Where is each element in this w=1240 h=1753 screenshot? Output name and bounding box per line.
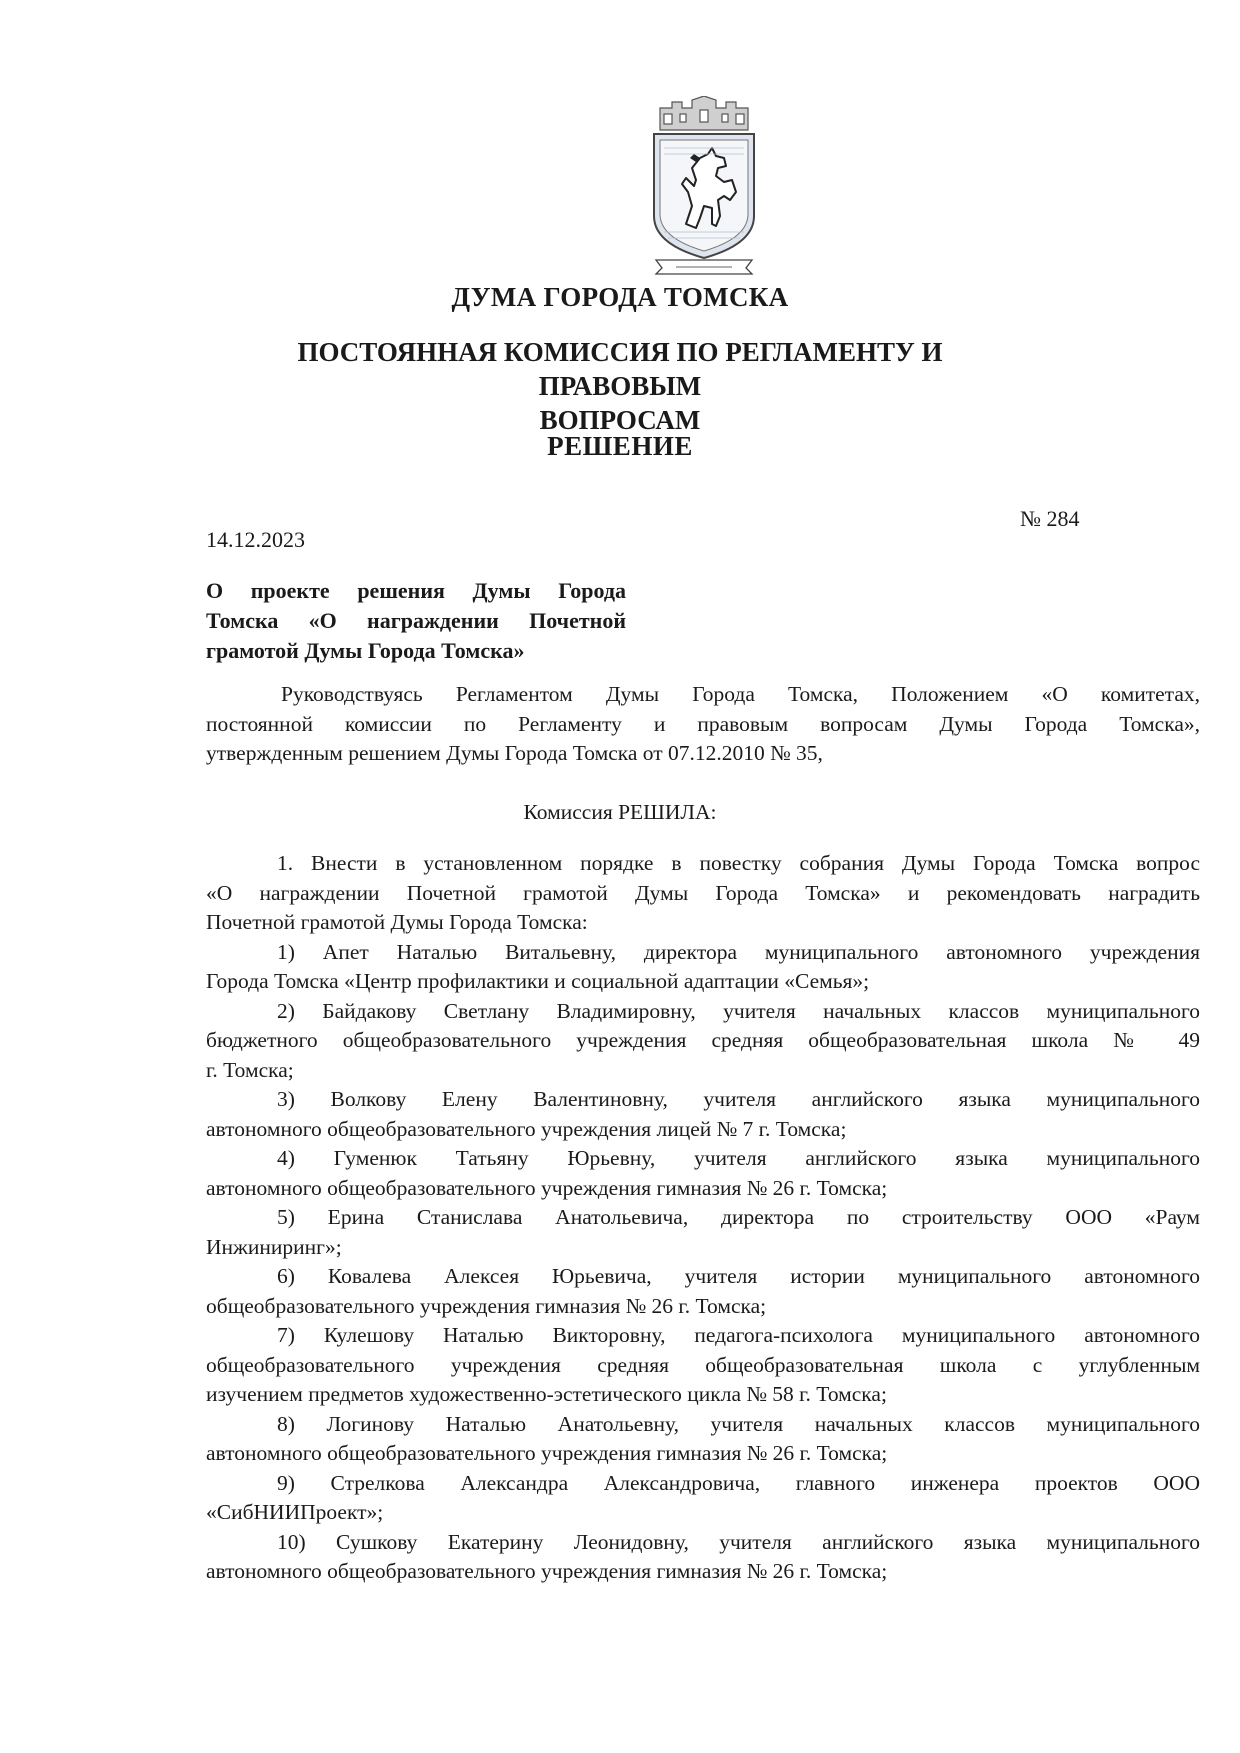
text-line: автономного общеобразовательного учреждения гимназия № 26 г. Томска;: [206, 1441, 888, 1465]
tomsk-coat-of-arms-icon: [646, 96, 762, 276]
text-line: автономного общеобразовательного учреждения гимназия № 26 г. Томска;: [206, 1175, 888, 1200]
text-line: 10) Сушкову Екатерину Леонидовну, учителя английского языка муниципального: [277, 1529, 1200, 1554]
text-line: автономного общеобразовательного учреждения гимназия № 26 г. Томска;: [206, 1559, 888, 1583]
preamble: [206, 680, 1200, 769]
subject-line: Томска «О награждении Почетной: [206, 608, 626, 633]
commission-title: [230, 335, 1010, 437]
text-line: «СибНИИПроект»;: [206, 1500, 384, 1524]
text-line: 2) Байдакову Светлану Владимировну, учителя начальных классов муниципального: [277, 998, 1200, 1023]
subject-line: грамотой Думы Города Томска»: [206, 638, 525, 663]
document-number: № 284: [1020, 506, 1080, 531]
list-item: [206, 1528, 1200, 1587]
text-line: г. Томска;: [206, 1057, 294, 1082]
text-line: общеобразовательного учреждения гимназия № 26 г. Томска;: [206, 1293, 767, 1318]
list-item: [206, 1203, 1200, 1262]
document-subject: [206, 576, 626, 666]
text-line: Почетной грамотой Думы Города Томска:: [206, 910, 588, 934]
list-item: [206, 1410, 1200, 1469]
text-line: утвержденным решением Думы Города Томска от 07.12.2010 № 35,: [206, 741, 823, 765]
list-item: [206, 1321, 1200, 1410]
text-line: «О награждении Почетной грамотой Думы Города Томска» и рекомендовать наградить: [206, 880, 1200, 905]
organization-title: ДУМА ГОРОДА ТОМСКА: [451, 282, 789, 312]
text-line: общеобразовательного учреждения средняя общеобразовательная школа с углубленным: [206, 1352, 1200, 1377]
list-item: [206, 1262, 1200, 1321]
text-line: 3) Волкову Елену Валентиновну, учителя английского языка муниципального: [277, 1087, 1200, 1111]
text-line: бюджетного общеобразовательного учреждения средняя общеобразовательная школа № 49: [206, 1028, 1200, 1052]
list-item: [206, 1085, 1200, 1144]
text-line: постоянной комиссии по Регламенту и правовым вопросам Думы Города Томска»,: [206, 711, 1200, 736]
document-date: 14.12.2023: [206, 527, 305, 552]
text-line: 4) Гуменюк Татьяну Юрьевну, учителя английского языка муниципального: [277, 1146, 1200, 1170]
text-line: Города Томска «Центр профилактики и социальной адаптации «Семья»;: [206, 969, 870, 993]
commission-title-line: ПОСТОЯННАЯ КОМИССИЯ ПО РЕГЛАМЕНТУ И ПРАВОВЫМ: [297, 337, 943, 401]
resolved-label: Комиссия РЕШИЛА:: [523, 800, 717, 824]
text-line: Инжиниринг»;: [206, 1234, 342, 1259]
text-line: 6) Ковалева Алексея Юрьевича, учителя истории муниципального автономного: [277, 1264, 1200, 1288]
text-line: 8) Логинову Наталью Анатольевну, учителя начальных классов муниципального: [277, 1411, 1200, 1436]
text-line: Руководствуясь Регламентом Думы Города Томска, Положением «О комитетах,: [281, 682, 1200, 706]
list-item: [206, 1469, 1200, 1528]
list-item: [206, 938, 1200, 997]
text-line: 9) Стрелкова Александра Александровича, главного инженера проектов ООО: [277, 1470, 1200, 1495]
text-line: 1) Апет Наталью Витальевну, директора муниципального автономного учреждения: [277, 939, 1200, 964]
list-item: [206, 997, 1200, 1086]
text-line: изучением предметов художественно-эстетического цикла № 58 г. Томска;: [206, 1382, 887, 1406]
commission-title-line: ВОПРОСАМ: [539, 405, 701, 435]
text-line: 7) Кулешову Наталью Викторовну, педагога-психолога муниципального автономного: [277, 1323, 1200, 1347]
document-type: РЕШЕНИЕ: [547, 431, 693, 461]
list-item: [206, 1144, 1200, 1203]
text-line: автономного общеобразовательного учреждения лицей № 7 г. Томска;: [206, 1116, 847, 1141]
clause-1: [206, 849, 1200, 1587]
subject-line: О проекте решения Думы Города: [206, 578, 626, 603]
text-line: 5) Ерина Станислава Анатольевича, директора по строительству ООО «Раум: [277, 1205, 1200, 1229]
text-line: 1. Внести в установленном порядке в повестку собрания Думы Города Томска вопрос: [277, 851, 1200, 875]
